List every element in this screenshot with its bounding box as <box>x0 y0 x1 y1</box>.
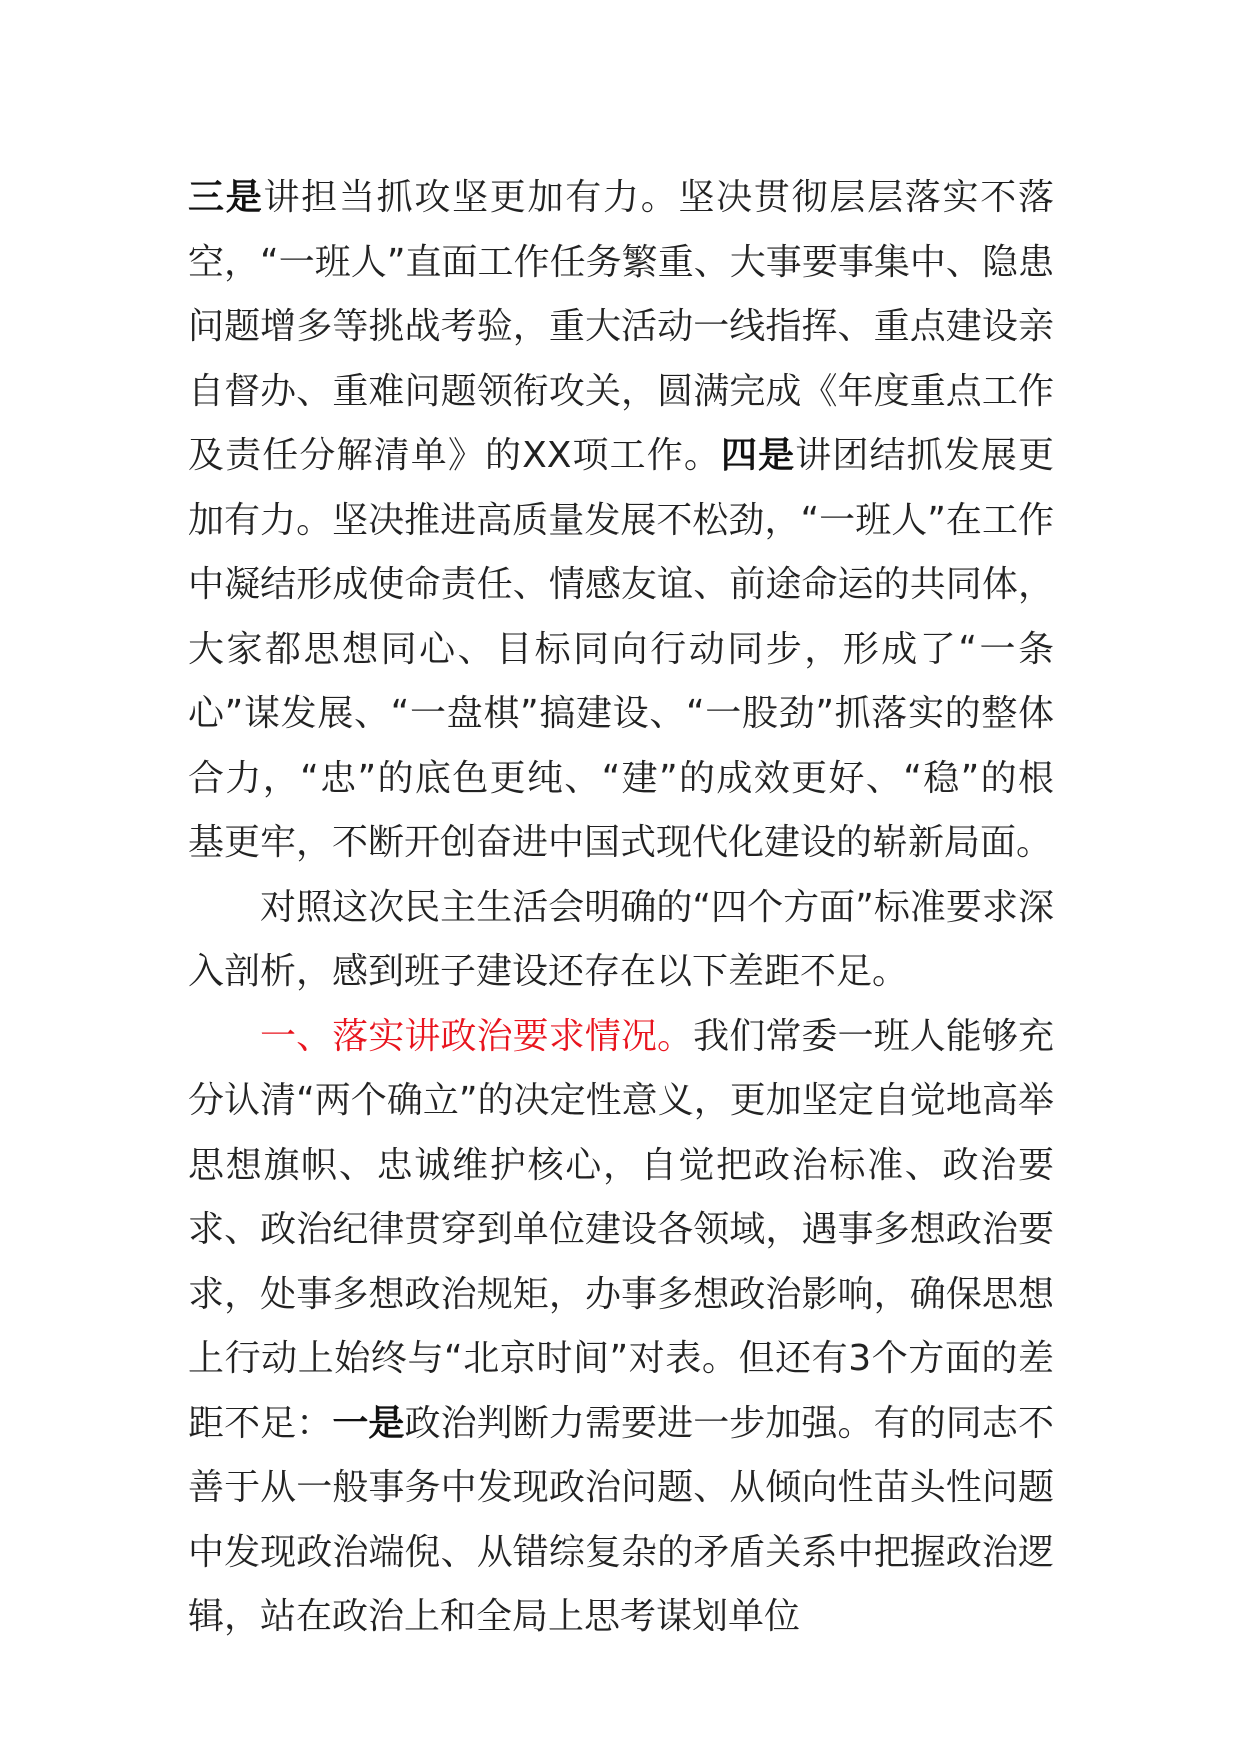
section-heading-red: 一、落实讲政治要求情况。 <box>260 1015 694 1057</box>
document-body <box>188 166 1054 1650</box>
lead-bold-sishi: 四是 <box>721 435 796 476</box>
lead-bold-yishi: 一是 <box>332 1402 405 1444</box>
paragraph-3-text-a: 我们常委一班人能够充分认清“两个确立”的决定性意义，更加坚定自觉地高举思想旗帜、忠诚维护核心，自觉把政治标准、政治要求、政治纪律贯穿到单位建设各领域，遇事多想政治要求，处事多想政治规矩，办事多想政治影响，确保思想上行动上始终与“北京时间”对表。但还有3个方面的差距不足： <box>188 1015 1054 1444</box>
paragraph-2 <box>188 876 1054 1005</box>
lead-bold-sanshi: 三是 <box>188 177 264 218</box>
paragraph-1-text-b: 讲团结抓发展更加有力。坚决推进高质量发展不松劲，“一班人”在工作中凝结形成使命责任、情感友谊、前途命运的共同体，大家都思想同心、目标同向行动同步，形成了“一条心”谋发展、“一盘棋”搞建设、“一股劲”抓落实的整体合力，“忠”的底色更纯、“建”的成效更好、“稳”的根基更牢，不断开创奋进中国式现代化建设的崭新局面。 <box>188 435 1054 863</box>
paragraph-3 <box>188 1005 1054 1650</box>
paragraph-2-text: 对照这次民主生活会明确的“四个方面”标准要求深入剖析，感到班子建设还存在以下差距不足。 <box>188 886 1054 992</box>
paragraph-1-text-a: 讲担当抓攻坚更加有力。坚决贯彻层层落实不落空，“一班人”直面工作任务繁重、大事要事集中、隐患问题增多等挑战考验，重大活动一线指挥、重点建设亲自督办、重难问题领衔攻关，圆满完成《年度重点工作及责任分解清单》的XX项工作。 <box>188 177 1054 476</box>
paragraph-3-text-b: 政治判断力需要进一步加强。有的同志不善于从一般事务中发现政治问题、从倾向性苗头性问题中发现政治端倪、从错综复杂的矛盾关系中把握政治逻辑，站在政治上和全局上思考谋划单位 <box>188 1402 1054 1637</box>
paragraph-1 <box>188 166 1054 876</box>
